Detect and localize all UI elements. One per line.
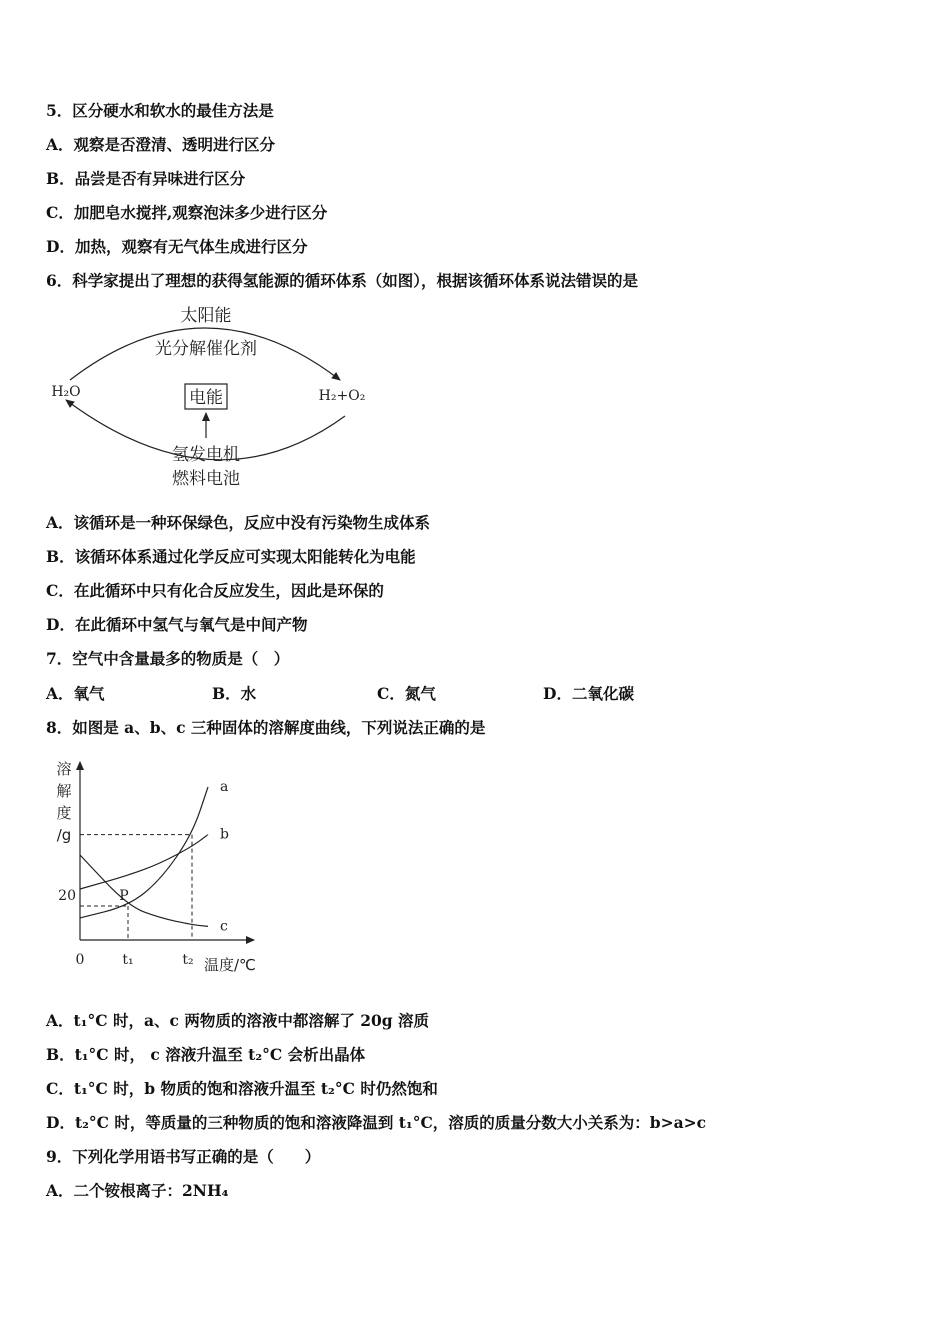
origin-label: 0 bbox=[75, 952, 85, 968]
q7-option-b: B．水 bbox=[212, 684, 257, 703]
q8-option-b: B．t₁°C 时， c 溶液升温至 t₂°C 会析出晶体 bbox=[46, 1045, 366, 1064]
diagram-left-node-water: H₂O bbox=[51, 384, 81, 400]
q9-option-a: A．二个铵根离子：2NH₄ bbox=[46, 1181, 229, 1200]
q8-option-d: D．t₂°C 时，等质量的三种物质的饱和溶液降温到 t₁°C，溶质的质量分数大小关系为：b>a>c bbox=[46, 1113, 707, 1132]
x-tick-t1: t₁ bbox=[122, 952, 134, 968]
q8-option-c: C．t₁°C 时，b 物质的饱和溶液升温至 t₂°C 时仍然饱和 bbox=[46, 1079, 438, 1098]
q6-option-b: B．该循环体系通过化学反应可实现太阳能转化为电能 bbox=[46, 547, 416, 566]
x-tick-t2: t₂ bbox=[182, 952, 194, 968]
q5-option-a: A．观察是否澄清、透明进行区分 bbox=[46, 135, 276, 154]
hydrogen-cycle-diagram bbox=[40, 296, 380, 496]
point-p-label: P bbox=[119, 888, 129, 904]
curve-c bbox=[80, 855, 208, 926]
y-axis-label-char: /g bbox=[56, 826, 72, 844]
q5-stem: 5．区分硬水和软水的最佳方法是 bbox=[46, 101, 274, 120]
y-axis-label-char: 解 bbox=[56, 782, 72, 800]
y-tick-20: 20 bbox=[58, 888, 76, 904]
q7-option-c: C．氮气 bbox=[377, 684, 436, 703]
q7-stem: 7．空气中含量最多的物质是（ ） bbox=[46, 649, 290, 668]
q7-option-d: D．二氧化碳 bbox=[543, 684, 634, 703]
diagram-top-label-catalyst: 光分解催化剂 bbox=[155, 339, 257, 359]
y-axis-label-char: 溶 bbox=[56, 760, 72, 778]
curve-label-a: a bbox=[220, 779, 229, 795]
diagram-bottom-label-generator: 氢发电机 bbox=[172, 445, 240, 465]
curve-b bbox=[80, 835, 208, 889]
q5-option-d: D．加热，观察有无气体生成进行区分 bbox=[46, 237, 308, 256]
diagram-top-label-solar: 太阳能 bbox=[180, 306, 232, 326]
q5-option-b: B．品尝是否有异味进行区分 bbox=[46, 169, 246, 188]
q6-option-d: D．在此循环中氢气与氧气是中间产物 bbox=[46, 615, 308, 634]
q7-option-a: A．氧气 bbox=[46, 684, 105, 703]
y-axis-label-char: 度 bbox=[56, 804, 72, 822]
q6-option-a: A．该循环是一种环保绿色，反应中没有污染物生成体系 bbox=[46, 513, 431, 532]
curve-label-c: c bbox=[220, 918, 228, 935]
x-axis-label: 温度/℃ bbox=[204, 956, 256, 974]
solubility-chart bbox=[40, 752, 280, 984]
curve-label-b: b bbox=[220, 826, 229, 843]
diagram-right-node-h2-o2: H₂+O₂ bbox=[318, 388, 366, 404]
q6-option-c: C．在此循环中只有化合反应发生，因此是环保的 bbox=[46, 581, 384, 600]
q5-option-c: C．加肥皂水搅拌,观察泡沫多少进行区分 bbox=[46, 203, 328, 222]
diagram-bottom-label-fuel-cell: 燃料电池 bbox=[172, 469, 240, 489]
q8-option-a: A．t₁°C 时，a、c 两物质的溶液中都溶解了 20g 溶质 bbox=[46, 1011, 430, 1030]
q6-stem: 6．科学家提出了理想的获得氢能源的循环体系（如图），根据该循环体系说法错误的是 bbox=[46, 271, 639, 290]
curve-a bbox=[80, 787, 208, 918]
q9-stem: 9．下列化学用语书写正确的是（ ） bbox=[46, 1147, 321, 1166]
q8-stem: 8．如图是 a、b、c 三种固体的溶解度曲线，下列说法正确的是 bbox=[46, 718, 486, 737]
diagram-center-box-label: 电能 bbox=[189, 388, 223, 408]
